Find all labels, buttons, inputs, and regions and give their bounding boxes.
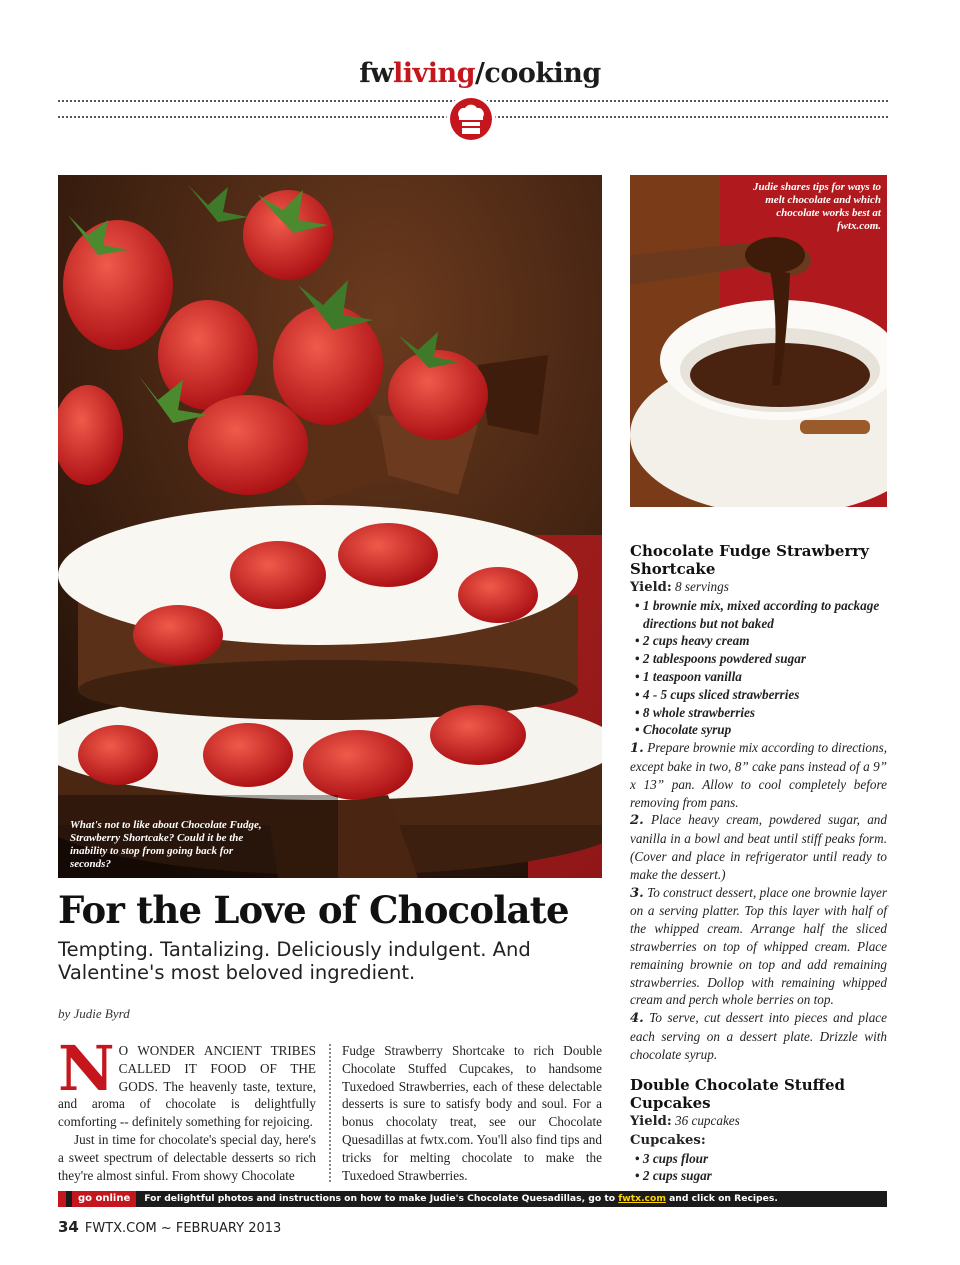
ingredient-item — [630, 1150, 887, 1168]
step-number: 4. — [630, 1011, 644, 1027]
ingredient-item — [630, 668, 887, 686]
yield-value: 8 servings — [674, 579, 729, 594]
instruction-step — [630, 811, 887, 883]
yield-label: Yield: — [630, 1114, 672, 1129]
column-divider — [329, 1044, 331, 1182]
article-deck: Tempting. Tantalizing. Deliciously indulgent. And Valentine's most beloved ingredient. — [58, 938, 531, 984]
bullet-icon: • — [635, 633, 643, 649]
ingredient-text: 2 tablespoons powdered sugar — [642, 651, 806, 667]
section-title-living: living — [393, 58, 476, 89]
step-text: To serve, cut dessert into pieces and place each serving on a dessert plate. Drizzle with chocolate syrup. — [630, 1010, 887, 1062]
recipe-shortcake — [630, 542, 887, 1064]
go-online-text-end: and click on Recipes. — [669, 1193, 778, 1204]
ingredient-item — [630, 597, 887, 633]
instruction-step — [630, 884, 887, 1010]
article-headline: For the Love of Chocolate — [58, 888, 569, 932]
article-column-2 — [342, 1042, 602, 1184]
subsection-label: Cupcakes: — [630, 1132, 706, 1148]
ingredient-text: 1 teaspoon vanilla — [642, 668, 742, 684]
section-title-fw: fw — [359, 58, 394, 89]
ingredient-text: Chocolate syrup — [642, 722, 732, 738]
ingredient-text: 4 - 5 cups sliced strawberries — [642, 686, 800, 702]
bullet-icon: • — [635, 722, 643, 738]
ingredient-item — [630, 721, 887, 739]
lead-in-caps: O WONDER ANCIENT TRIBES CALLED IT FOOD OF THE GODS. — [118, 1043, 316, 1094]
publication-date: FWTX.COM ~ FEBRUARY 2013 — [84, 1221, 282, 1236]
bullet-icon: • — [635, 1168, 643, 1184]
ingredient-text: 2 cups heavy cream — [642, 633, 750, 649]
step-text: To construct dessert, place one brownie layer on a serving platter. Top this layer with half of the whipped cream. Arrange half the sliced strawberries on top of whipped cream. Place remaining brownie on top and add remaining strawberries. Dollop with remaining whipped cream and perch whole berries on top. — [630, 884, 888, 1008]
page-footer — [58, 1218, 281, 1236]
fwtx-link[interactable]: fwtx.com — [618, 1193, 666, 1204]
ingredient-text: 1 brownie mix, mixed according to package directions but not baked — [642, 597, 880, 631]
ingredient-text: 8 whole strawberries — [642, 704, 756, 720]
drop-cap: N — [58, 1032, 115, 1105]
go-online-marker — [58, 1191, 66, 1207]
ingredient-list — [630, 597, 887, 739]
bullet-icon: • — [635, 651, 643, 667]
bullet-icon: • — [635, 597, 643, 613]
ingredient-item — [630, 704, 887, 722]
bullet-icon: • — [635, 686, 643, 702]
instruction-step — [630, 1009, 887, 1063]
chef-hat-icon — [445, 95, 497, 143]
page-number: 34 — [58, 1218, 79, 1236]
paragraph-2: Just in time for chocolate's special day, here's a sweet spectrum of delectable desserts so rich they're almost sinful. From showy Chocolate — [58, 1131, 316, 1183]
go-online-bar — [58, 1191, 887, 1207]
yield-value: 36 cupcakes — [674, 1113, 740, 1128]
ingredient-list — [630, 1150, 887, 1186]
ingredient-text: 2 cups sugar — [642, 1168, 712, 1184]
paragraph-3: Fudge Strawberry Shortcake to rich Double Chocolate Stuffed Cupcakes, to handsome Tuxedoed Strawberries, each of these delectable desserts is sure to satisfy body and soul. For a bonus chocolaty treat, see our Chocolate Quesadillas at fwtx.com. You'll also find tips and tricks for melting chocolate to make the Tuxedoed Strawberries. — [342, 1043, 602, 1183]
go-online-label: go online — [72, 1191, 136, 1207]
recipe-title: Double Chocolate Stuffed Cupcakes — [630, 1076, 845, 1112]
instruction-list — [630, 739, 887, 1063]
step-text: Prepare brownie mix according to directions, except bake in two, 8” cake pans instead of a 9” x 13” pan. Allow to cool completely before removing from pans. — [630, 740, 887, 810]
ingredient-item — [630, 686, 887, 704]
bullet-icon: • — [635, 668, 643, 684]
bullet-icon: • — [635, 704, 643, 720]
main-photo-caption: What's not to like about Chocolate Fudge, Strawberry Shortcake? Could it be the inability to stop from going back for seconds? — [70, 819, 262, 870]
step-number: 1. — [630, 741, 644, 757]
article-column-1 — [58, 1032, 316, 1184]
yield-label: Yield: — [630, 580, 672, 595]
step-text: Place heavy cream, powdered sugar, and vanilla in a bowl and beat until stiff peaks form. (Cover and place in refrigerator until ready to make the dessert.) — [630, 812, 887, 882]
paragraph-1-rest: The heavenly taste, texture, and aroma of chocolate is delightfully comforting -- definitely something for rejoicing. — [58, 1078, 316, 1130]
ingredient-item — [630, 1167, 887, 1185]
step-number: 3. — [630, 885, 644, 901]
ingredient-item — [630, 650, 887, 668]
recipe-title: Chocolate Fudge Strawberry Shortcake — [630, 542, 869, 578]
recipe-cupcakes — [630, 1076, 887, 1185]
step-number: 2. — [630, 813, 644, 829]
bullet-icon: • — [635, 1150, 643, 1166]
section-title-cooking: /cooking — [475, 58, 601, 89]
shortcake-photo — [58, 175, 602, 878]
go-online-text: For delightful photos and instructions on how to make Judie's Chocolate Quesadillas, go to — [144, 1193, 616, 1204]
side-photo-caption: Judie shares tips for ways to melt chocolate and which chocolate works best at fwtx.com. — [752, 181, 881, 232]
instruction-step — [630, 739, 887, 811]
section-title — [0, 58, 960, 89]
byline: by Judie Byrd — [58, 1006, 130, 1021]
ingredient-item — [630, 632, 887, 650]
ingredient-text: 3 cups flour — [642, 1150, 709, 1166]
